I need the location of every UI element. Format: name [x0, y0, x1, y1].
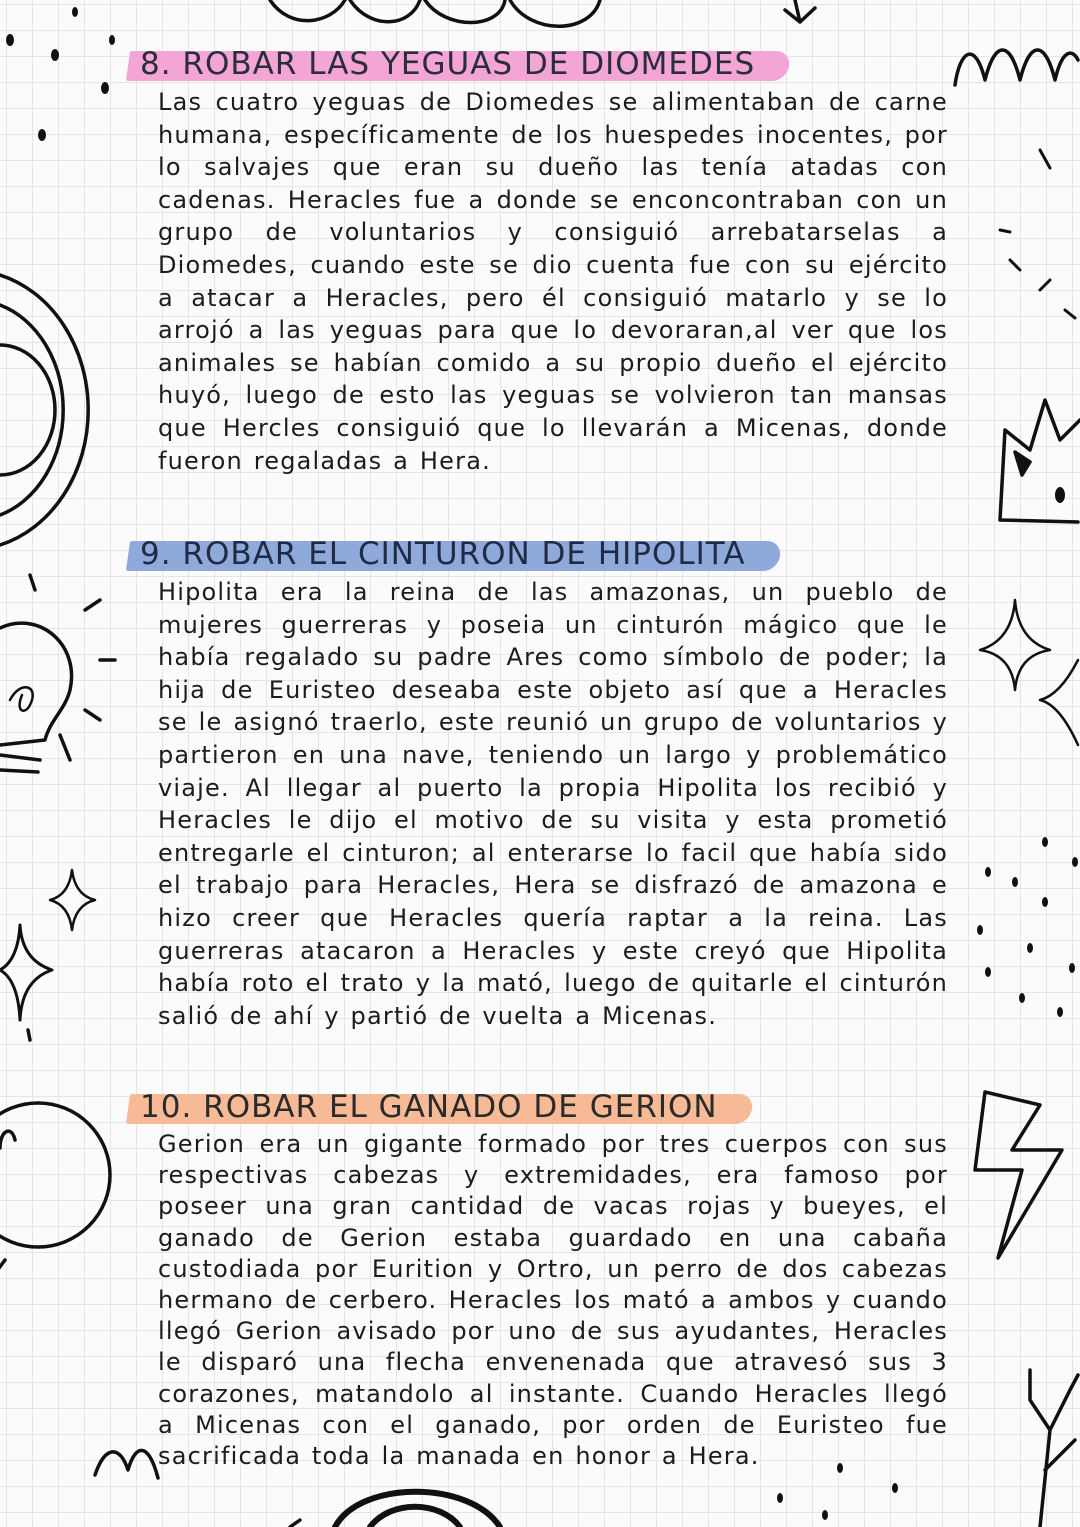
section-body: Las cuatro yeguas de Diomedes se alimentaban de carne humana, específicamente de los huespedes inocentes, por lo salvajes que eran su dueño las tenía atadas con cadenas. Heracles fue a donde se enconcontraban con un grupo de voluntarios y consiguió arrebatarselas a Diomedes, cuando este se dio cuenta fue con su ejército a atacar a Heracles, pero él consiguió matarlo y se lo arrojó a las yeguas para que lo devoraran,al ver que los animales se habían comido a su propio dueño el ejército huyó, luego de esto las yeguas se volvieron tan mansas que Hercles consiguió que lo llevarán a Micenas, donde fueron regaladas a Hera.: [158, 88, 948, 475]
semicircles-doodle: [335, 1492, 500, 1527]
heading-text: 10. ROBAR EL GANADO DE GERION: [140, 1089, 718, 1125]
dots-doodle: [6, 7, 115, 141]
loops-doodle: [270, 0, 600, 26]
sparkle-icon: [50, 870, 95, 930]
sparkle-icon: [0, 925, 52, 1020]
section-body: Gerion era un gigante formado por tres cuerpos con sus respectivas cabezas y extremidades, era famoso por poseer una gran cantidad de vacas rojas y bueyes, el ganado de Gerion estaba guardado en una cabaña custodiada por Eurition y Ortro, un perro de dos cabezas hermano de cerbero. Heracles los mató a ambos y cuando llegó Gerion avisado por uno de sus ayudantes, Heracles le disparó una flecha envenenada que atravesó sus 3 corazones, matandolo al instante. Cuando Heracles llegó a Micenas con el ganado, por orden de Euristeo fue sacrificada toda la manada en honor a Hera.: [158, 1130, 948, 1471]
heading-text: 9. ROBAR EL CINTURON DE HIPOLITA: [140, 536, 746, 572]
lightbulb-icon: [0, 575, 115, 772]
section-body: Hipolita era la reina de las amazonas, un pueblo de mujeres guerreras y poseia un cinturón mágico que le había regalado su padre Ares como símbolo de poder; la hija de Euristeo deseaba este objeto así que a Heracles se le asignó traerlo, este reunió un grupo de voluntarios y partieron en una nave, teniendo un largo y problemático viaje. Al llegar al puerto la propia Hipolita los recibió y Heracles le dijo el motivo de su visita y esta prometió entregarle el cinturon; al enterarse lo facil que había sido el trabajo para Heracles, Hera se disfrazó de amazona e hizo creer que Heracles quería raptar a la reina. Las guerreras atacaron a Heracles y este creyó que Hipolita había roto el trato y la mató, luego de quitarle el cinturón salió de ahí y partió de vuelta a Micenas.: [158, 578, 948, 1030]
section-ganado-de-gerion: [128, 1087, 948, 1472]
section-heading: [128, 1087, 752, 1127]
dashes-doodle: [1000, 150, 1075, 318]
magnifier-icon: [0, 1103, 110, 1280]
circles-doodle: [0, 275, 88, 545]
arrow-icon: [785, 0, 815, 22]
section-heading: [128, 44, 789, 84]
branch-doodle: [1030, 1370, 1078, 1527]
lightning-icon: [975, 1092, 1062, 1258]
heading-text: 8. ROBAR LAS YEGUAS DE DIOMEDES: [140, 46, 756, 82]
section-heading: [128, 534, 780, 574]
sparkle-icon: [1040, 660, 1078, 745]
sparkle-icon: [980, 600, 1050, 690]
section-yeguas-de-diomedes: [128, 44, 948, 477]
section-cinturon-de-hipolita: [128, 534, 948, 1032]
crown-icon: [1000, 400, 1080, 522]
zigzag-doodle: [955, 50, 1078, 85]
